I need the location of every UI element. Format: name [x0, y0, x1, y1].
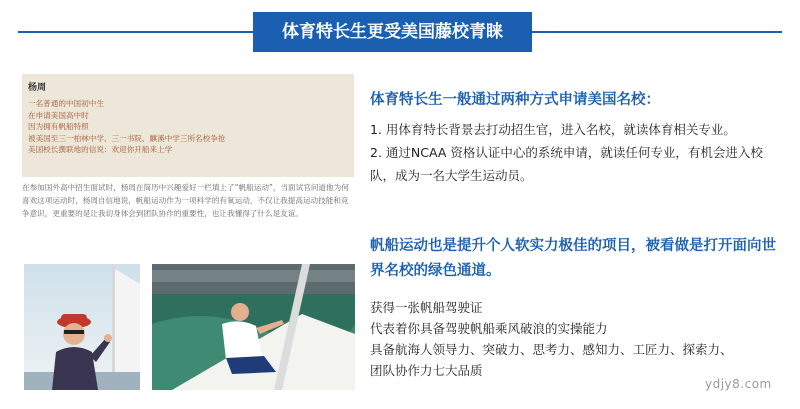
page-title: 体育特长生更受美国藤校青睐 [253, 12, 532, 52]
list-item: 代表着你具备驾驶帆船乘风破浪的实操能力 [370, 321, 608, 336]
list-item: 获得一张帆船驾驶证 [370, 300, 483, 315]
sailing-race-photo [152, 264, 355, 390]
ways-heading: 体育特长生一般通过两种方式申请美国名校： [370, 92, 660, 108]
quote-line: 因为拥有帆船特照 [28, 122, 89, 131]
quote-line: 在申请美国高中时 [28, 110, 89, 120]
title-rule-left [18, 31, 253, 33]
list-item: 1. 用体育特长背景去打动招生官，进入名校，就读体育相关专业。 [370, 122, 736, 137]
sailor-portrait-photo [24, 264, 140, 390]
list-item: 2. 通过NCAA 资格认证中心的系统申请，就读任何专业，有机会进入校队，成为一名大学生运动员。 [370, 145, 763, 183]
quote-line: 一名普通的中国初中生 [28, 99, 104, 108]
ways-list [370, 118, 780, 187]
list-item: 团队协作力七大品质 [370, 363, 483, 378]
list-item: 具备航海人领导力、突破力、思考力、感知力、工匠力、探索力、 [370, 342, 733, 357]
title-banner [0, 12, 800, 52]
title-rule-right [532, 31, 782, 33]
article-body: 在参加国外高中招生面试时，杨周在简历中兴趣爱好一栏填上了“帆船运动”，当面试官问道他为何喜欢这项运动时，杨周自信地说，帆船运动作为一项科学的有氧运动，不仅让我提高运动技能和竞争意识，更重要的是让我切身体会到团队协作的重要性，也让我懂得了什么是友谊。 [22, 183, 349, 218]
quote-line: 美国校长撰联地的信说：欢迎你开船来上学 [28, 145, 173, 154]
sailing-heading: 帆船运动也是提升个人软实力极佳的项目，被看做是打开面向世界名校的绿色通道。 [370, 238, 776, 279]
article-quote-panel [22, 74, 354, 177]
quote-line: 被美国至三一柏林中学、三一书院、麒溪中学三所名校争抢 [28, 133, 226, 143]
watermark: ydjy8.com [705, 377, 772, 391]
student-name: 杨周 [28, 83, 47, 93]
sailing-benefits-list [370, 297, 733, 381]
